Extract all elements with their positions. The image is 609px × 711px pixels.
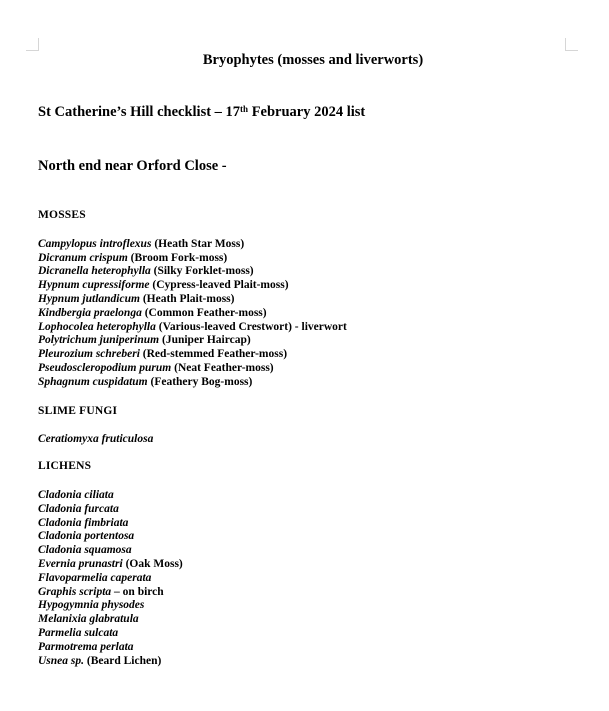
latin-name: Ceratiomyxa fruticulosa <box>38 433 154 446</box>
species-line <box>38 265 588 279</box>
species-line <box>38 627 588 641</box>
latin-name: Hypnum jutlandicum <box>38 292 140 305</box>
common-name: (Red-stemmed Feather-moss) <box>139 348 288 361</box>
species-line <box>38 489 588 503</box>
latin-name: Pleurozium schreberi <box>38 348 140 361</box>
latin-name: Polytrichum juniperinum <box>38 334 160 347</box>
document-title: Bryophytes (mosses and liverworts) <box>202 52 424 68</box>
checklist-heading-prefix: St Catherine’s Hill checklist – 17 <box>38 104 241 120</box>
species-line <box>38 586 588 600</box>
species-line <box>38 348 588 362</box>
location-heading: North end near Orford Close - <box>38 158 227 174</box>
species-line <box>38 544 588 558</box>
common-name: (Feathery Bog-moss) <box>147 375 253 388</box>
species-line <box>38 334 588 348</box>
species-line <box>38 376 588 390</box>
latin-name: Evernia prunastri <box>38 557 123 570</box>
species-line <box>38 362 588 376</box>
latin-name: Lophocolea heterophylla <box>38 320 156 333</box>
latin-name: Flavoparmelia caperata <box>38 571 152 584</box>
section-lichens <box>38 460 588 668</box>
latin-name: Sphagnum cuspidatum <box>38 375 148 388</box>
species-line <box>38 503 588 517</box>
species-line <box>38 433 588 447</box>
species-line <box>38 252 588 266</box>
checklist-heading <box>38 104 588 122</box>
latin-name: Hypogymnia physodes <box>38 599 145 612</box>
section-mosses <box>38 209 588 390</box>
latin-name: Dicranum crispum <box>38 251 128 264</box>
section-heading-mosses: MOSSES <box>38 209 86 221</box>
latin-name: Usnea sp. <box>38 654 85 667</box>
species-line <box>38 321 588 335</box>
common-name: (Broom Fork-moss) <box>127 251 228 264</box>
lichens-list <box>38 489 588 668</box>
latin-name: Hypnum cupressiforme <box>38 279 150 292</box>
latin-name: Cladonia squamosa <box>38 544 132 557</box>
ordinal-superscript: th <box>240 103 249 114</box>
species-line <box>38 517 588 531</box>
common-name: – on birch <box>111 585 164 598</box>
section-heading-lichens: LICHENS <box>38 460 92 473</box>
latin-name: Melanixia glabratula <box>38 613 139 626</box>
species-line <box>38 641 588 655</box>
species-line <box>38 655 588 669</box>
latin-name: Parmelia sulcata <box>38 626 119 639</box>
common-name: (Beard Lichen) <box>84 654 162 667</box>
common-name: (Cypress-leaved Plait-moss) <box>149 279 289 292</box>
common-name: (Common Feather-moss) <box>141 306 267 319</box>
section-slime-fungi <box>38 405 588 448</box>
common-name: (Neat Feather-moss) <box>171 361 274 374</box>
species-line <box>38 293 588 307</box>
common-name: (Heath Plait-moss) <box>139 292 235 305</box>
latin-name: Parmotrema perlata <box>38 640 134 653</box>
latin-name: Pseudoscleropodium purum <box>38 361 172 374</box>
species-line <box>38 279 588 293</box>
species-line <box>38 613 588 627</box>
common-name: (Various-leaved Crestwort) - liverwort <box>155 320 347 333</box>
species-line <box>38 307 588 321</box>
checklist-heading-suffix: February 2024 list <box>248 104 366 120</box>
latin-name: Graphis scripta <box>38 585 112 598</box>
latin-name: Kindbergia praelonga <box>38 306 142 319</box>
latin-name: Cladonia furcata <box>38 502 119 515</box>
species-line <box>38 558 588 572</box>
latin-name: Cladonia fimbriata <box>38 516 129 529</box>
latin-name: Campylopus introflexus <box>38 237 152 250</box>
mosses-list <box>38 238 588 390</box>
latin-name: Cladonia portentosa <box>38 530 135 543</box>
common-name: (Oak Moss) <box>122 557 183 570</box>
species-line <box>38 530 588 544</box>
common-name: (Silky Forklet-moss) <box>150 265 254 278</box>
common-name: (Juniper Haircap) <box>159 334 251 347</box>
species-line <box>38 238 588 252</box>
section-heading-slime-fungi: SLIME FUNGI <box>38 404 118 417</box>
species-line <box>38 599 588 613</box>
document-content <box>38 0 588 668</box>
species-line <box>38 572 588 586</box>
latin-name: Dicranella heterophylla <box>38 265 151 278</box>
latin-name: Cladonia ciliata <box>38 488 114 501</box>
common-name: (Heath Star Moss) <box>151 237 245 250</box>
slime-fungi-list <box>38 433 588 447</box>
